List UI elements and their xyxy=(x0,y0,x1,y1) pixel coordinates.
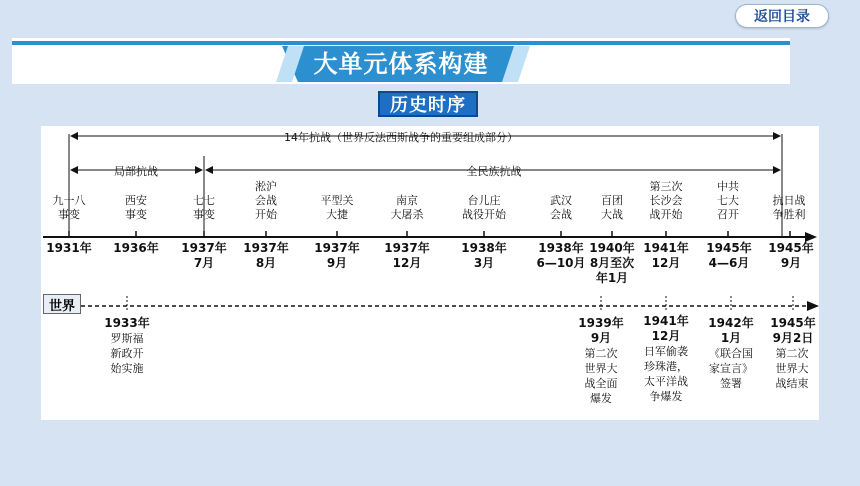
event-date: 1931年 xyxy=(46,241,92,255)
event-date: 1937年 12月 xyxy=(384,241,430,270)
event-label: 西安 事变 xyxy=(125,194,147,221)
event-date: 1938年 6—10月 xyxy=(536,241,586,270)
world-axis-label: 世界 xyxy=(43,294,81,314)
world-event-date: 1933年 xyxy=(104,316,150,330)
return-to-contents-button[interactable]: 返回目录 xyxy=(735,4,829,28)
world-event-date: 1945年 9月2日 xyxy=(770,316,816,345)
event-date: 1937年 9月 xyxy=(314,241,360,270)
event-date: 1938年 3月 xyxy=(461,241,507,270)
world-event-label: 罗斯福 新政开 始实施 xyxy=(110,332,144,375)
world-event-date: 1939年 9月 xyxy=(578,316,624,345)
event-label: 台儿庄 战役开始 xyxy=(462,194,506,221)
event-date: 1945年 9月 xyxy=(768,241,814,270)
event-label: 淞沪 会战 开始 xyxy=(255,180,277,221)
event-label: 第三次 长沙会 战开始 xyxy=(649,180,683,221)
title-band xyxy=(12,38,790,84)
event-date: 1945年 4—6月 xyxy=(706,241,752,270)
world-event-date: 1942年 1月 xyxy=(708,316,754,345)
event-label: 七七 事变 xyxy=(193,194,215,221)
history-timeline xyxy=(41,126,819,420)
event-date: 1940年 8月至次 年1月 xyxy=(589,241,635,285)
world-event-label: 第二次 世界大 战全面 爆发 xyxy=(584,347,618,405)
world-event-label: 第二次 世界大 战结束 xyxy=(775,347,809,390)
world-event-label: 日军偷袭 珍珠港， 太平洋战 争爆发 xyxy=(644,345,688,403)
event-date: 1941年 12月 xyxy=(643,241,689,270)
section-title: 历史时序 xyxy=(378,91,478,117)
event-label: 九一八 事变 xyxy=(52,194,86,221)
event-label: 平型关 大捷 xyxy=(320,194,354,221)
event-label: 中共 七大 召开 xyxy=(717,180,739,221)
full-resistance-label: 全民族抗战 xyxy=(466,165,522,178)
local-resistance-label: 局部抗战 xyxy=(114,165,158,178)
event-label: 南京 大屠杀 xyxy=(390,194,424,221)
event-label: 抗日战 争胜利 xyxy=(772,194,806,221)
world-event-date: 1941年 12月 xyxy=(643,314,689,343)
world-event-label: 《联合国 家宣言》 签署 xyxy=(709,347,753,390)
event-date: 1937年 8月 xyxy=(243,241,289,270)
event-date: 1937年 7月 xyxy=(181,241,227,270)
page-title: 大单元体系构建 xyxy=(313,50,489,78)
fourteen-year-war-label: 14年抗战（世界反法西斯战争的重要组成部分） xyxy=(284,131,518,144)
event-date: 1936年 xyxy=(113,241,159,255)
event-label: 武汉 会战 xyxy=(550,194,572,221)
event-label: 百团 大战 xyxy=(601,194,623,221)
